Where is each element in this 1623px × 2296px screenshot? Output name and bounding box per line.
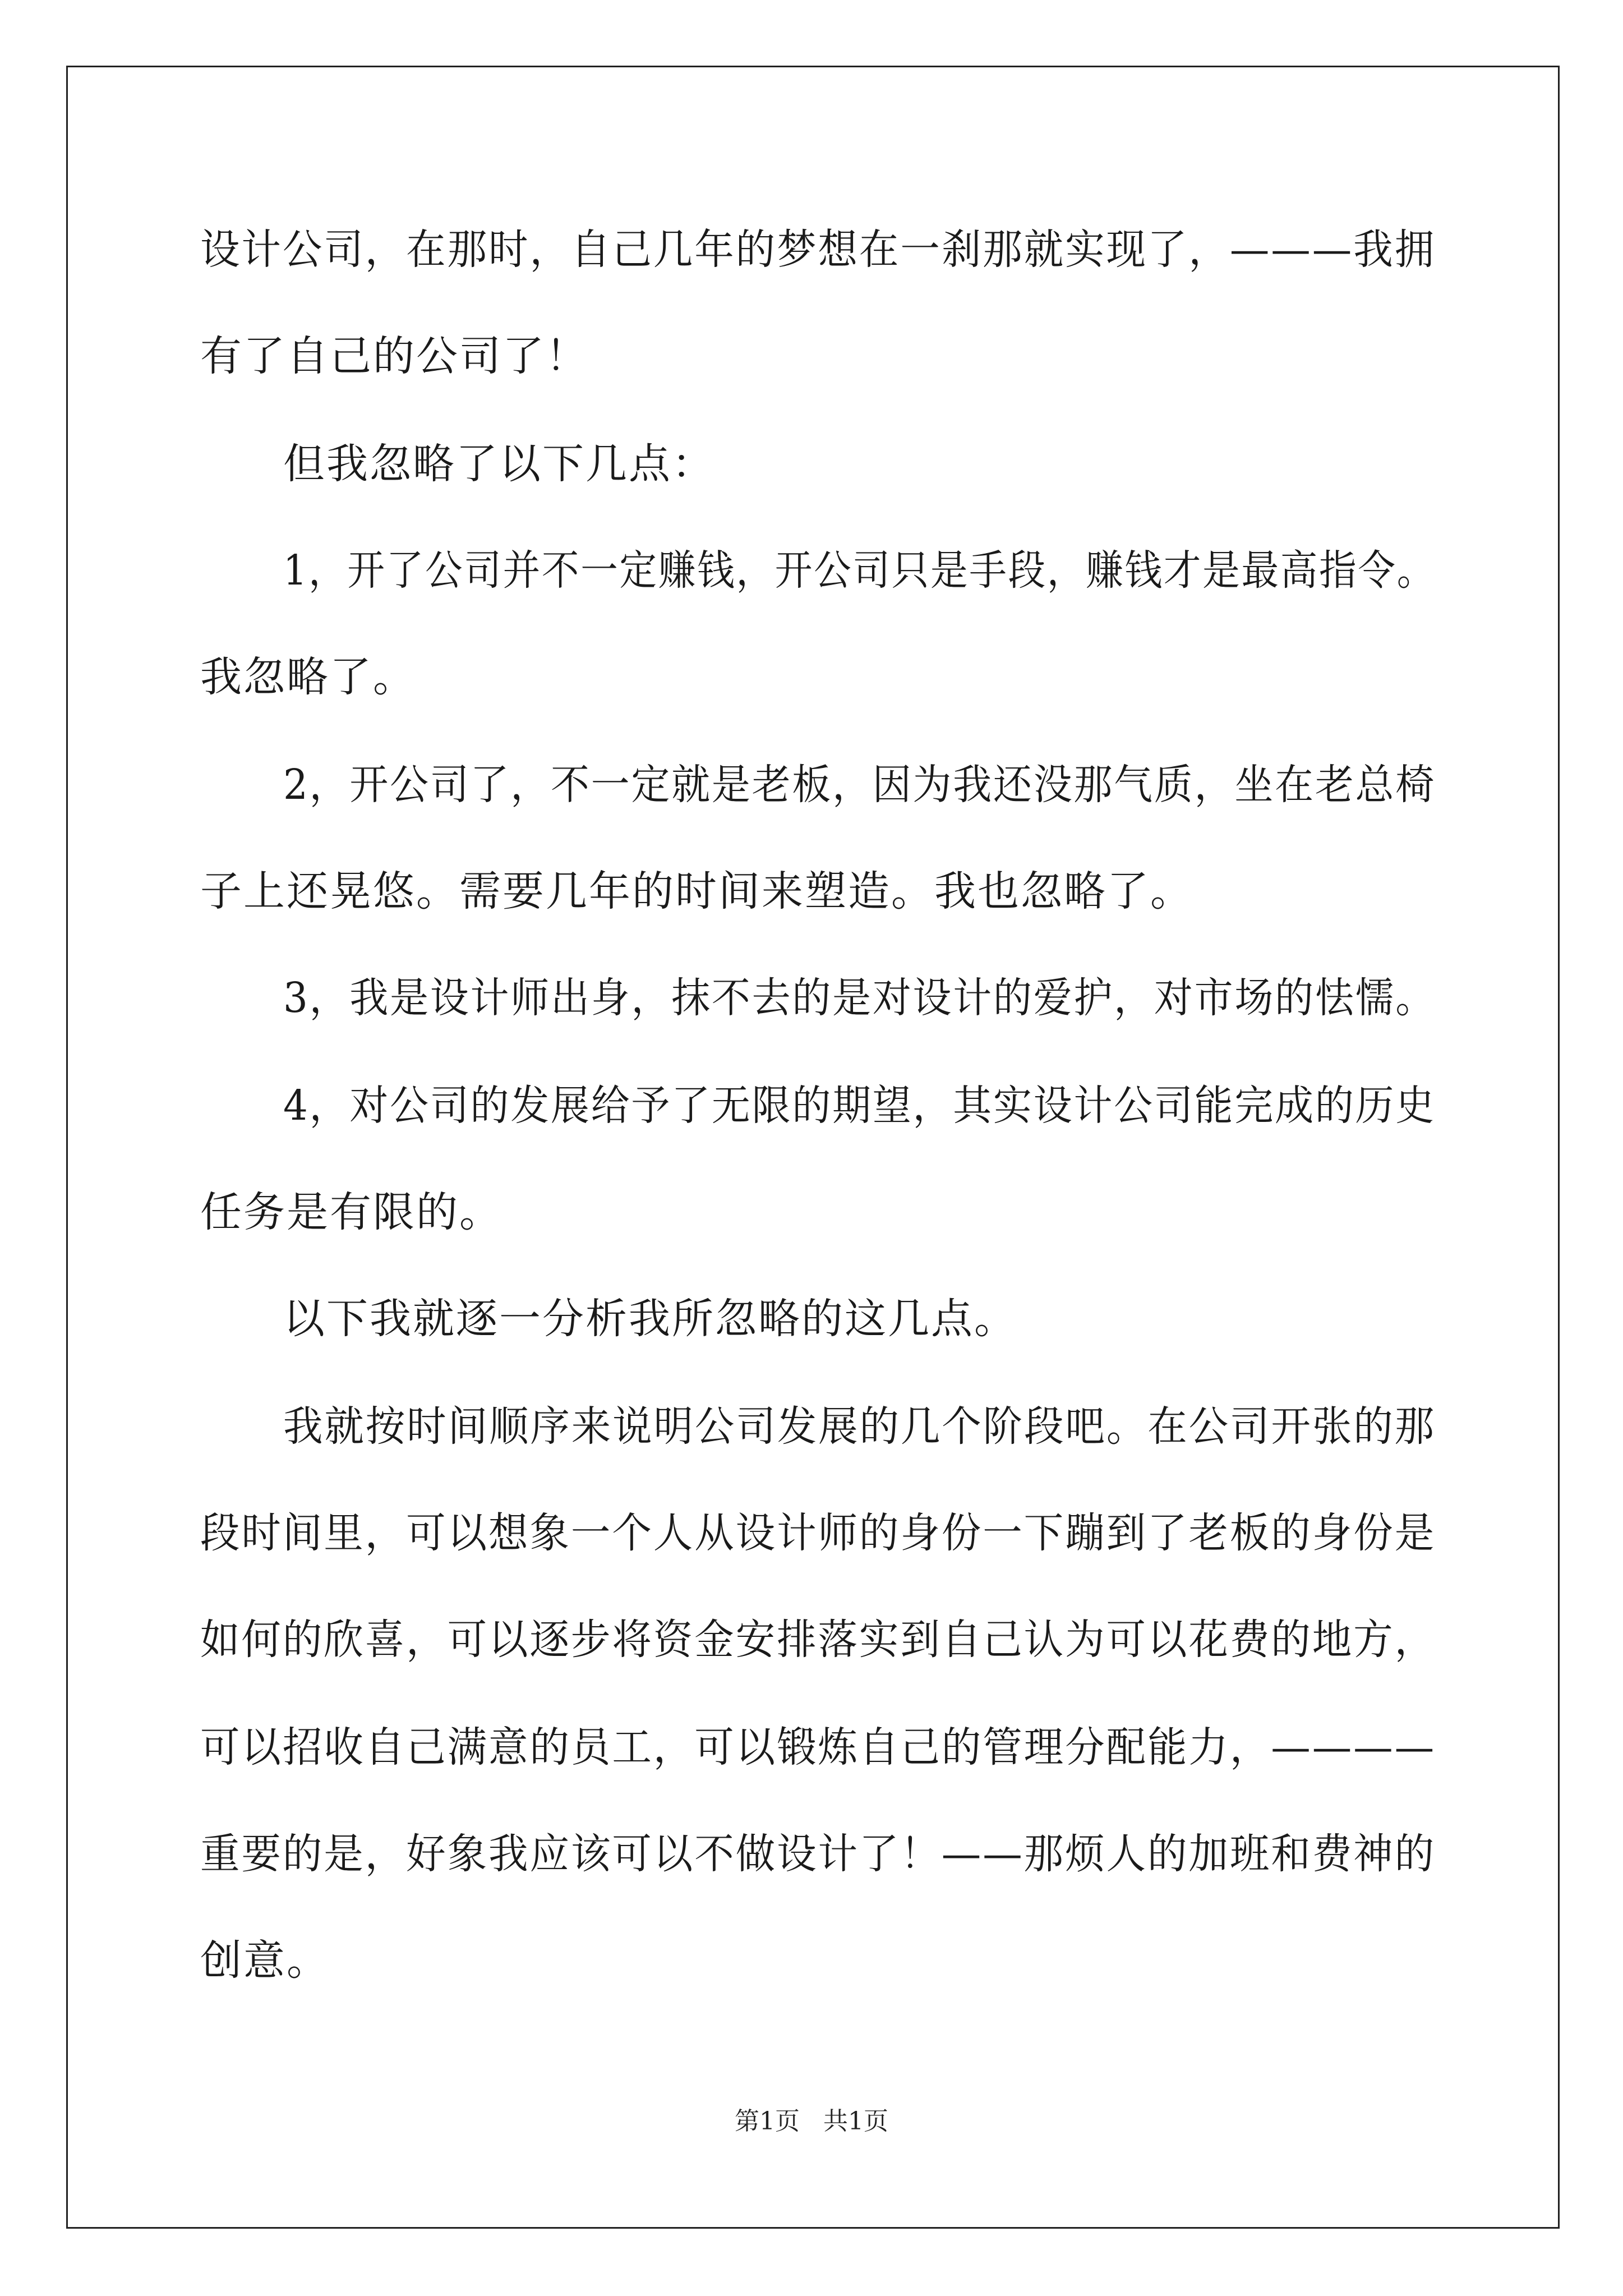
text-line: 如何的欣喜，可以逐步将资金安排落实到自己认为可以花费的地方， xyxy=(200,1616,1436,1664)
text-line: 重要的是，好象我应该可以不做设计了！——那烦人的加班和费神的 xyxy=(200,1830,1436,1878)
text-line: 但我忽略了以下几点： xyxy=(283,440,715,488)
text-line: 4，对公司的发展给予了无限的期望，其实设计公司能完成的历史 xyxy=(283,1082,1436,1130)
text-line: 子上还晃悠。需要几年的时间来塑造。我也忽略了。 xyxy=(200,867,1193,915)
text-line: 3，我是设计师出身，抹不去的是对设计的爱护，对市场的怯懦。 xyxy=(283,974,1436,1022)
text-line: 有了自己的公司了！ xyxy=(200,332,589,380)
text-line: 创意。 xyxy=(200,1936,330,1985)
text-line: 2，开公司了，不一定就是老板，因为我还没那气质，坐在老总椅 xyxy=(283,761,1436,809)
text-line: 段时间里，可以想象一个人从设计师的身份一下蹦到了老板的身份是 xyxy=(200,1509,1436,1557)
text-line: 1，开了公司并不一定赚钱，开公司只是手段，赚钱才是最高指令。 xyxy=(283,546,1436,595)
text-line: 我忽略了。 xyxy=(200,653,416,701)
text-line: 以下我就逐一分析我所忽略的这几点。 xyxy=(283,1295,1017,1343)
text-line: 任务是有限的。 xyxy=(200,1188,502,1236)
text-line: 可以招收自己满意的员工，可以锻炼自己的管理分配能力，———— xyxy=(200,1723,1436,1772)
text-line: 设计公司，在那时，自己几年的梦想在一刹那就实现了，———我拥 xyxy=(200,226,1436,274)
page-footer: 第1页 共1页 xyxy=(735,2107,888,2136)
page-border xyxy=(66,66,1560,2229)
text-line: 我就按时间顺序来说明公司发展的几个阶段吧。在公司开张的那 xyxy=(283,1402,1436,1451)
